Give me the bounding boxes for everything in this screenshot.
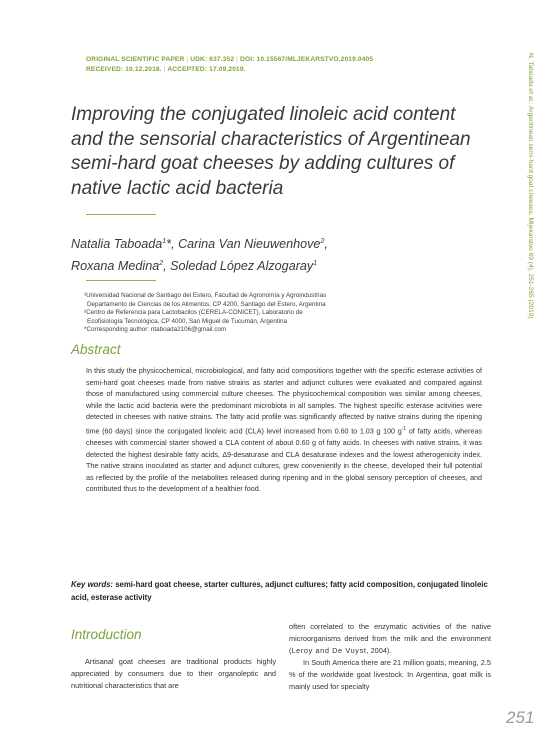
author-separator: , <box>163 259 171 274</box>
page-number: 251 <box>506 708 535 727</box>
authors-divider <box>86 280 156 281</box>
abstract-text <box>86 366 482 496</box>
doi-link[interactable]: DOI: 10.15567/MLJEKARSTVO.2019.0405 <box>240 56 374 63</box>
affiliation-line: ¹Universidad Nacional de Santiago del Estero, Facultad de Agronomía y Agroindustrias <box>84 292 327 299</box>
separator: | <box>163 66 166 73</box>
affiliation-line: Ecofisiología Tecnológica, CP 4000, San Miguel de Tucumán, Argentina <box>87 317 287 325</box>
citation-reference[interactable]: Leroy and De Vuyst <box>291 646 367 656</box>
body-column-right <box>289 621 491 694</box>
introduction-heading: Introduction <box>71 627 142 642</box>
author-line-2 <box>71 254 491 276</box>
author-affiliation-mark: 2 <box>320 238 325 245</box>
affiliations <box>84 292 394 335</box>
keywords-text: semi-hard goat cheese, starter cultures, adjunct cultures; fatty acid composition, conjugated linoleic acid, esterase activity <box>71 580 488 602</box>
body-paragraph: Artisanal goat cheeses are traditional products highly appreciated by consumers due to their organoleptic and nutritional characteristics that are <box>71 657 276 691</box>
udk-code: UDK: 637.352 <box>190 56 235 63</box>
separator: | <box>236 56 239 63</box>
author-name: Soledad López Alzogaray <box>170 259 314 274</box>
running-head: N. Taboada et al.: Argentinean semi-hard goat cheeses, Mljekarstvo 69 (4), 251-265 (2019) <box>527 53 534 319</box>
author-name: Natalia Taboada <box>71 237 163 252</box>
author-separator: , <box>324 237 328 252</box>
article-metadata <box>86 55 426 75</box>
paper-title: Improving the conjugated linoleic acid content and the sensorial characteristics of Argentinean semi-hard goat cheeses by adding cultures of native lactic acid bacteria <box>71 104 471 199</box>
author-line-1 <box>71 232 491 254</box>
body-text: , 2004). <box>366 646 392 656</box>
author-list <box>71 232 491 276</box>
title-divider <box>86 214 156 215</box>
unit-superscript: -1 <box>401 425 407 432</box>
corresponding-mark: * <box>166 237 172 252</box>
keywords-label: Key words: <box>71 580 114 589</box>
corresponding-author: *Corresponding author: ntaboada2106@gmail.com <box>84 326 227 334</box>
keywords <box>71 579 491 604</box>
metadata-line-1 <box>86 55 426 65</box>
abstract-text-part: of fatty acids, whereas cheeses with commercial starter showed a CLA content of about 0.60 g of fatty acids. In cheeses with native strains, it was detected the highest desirable fatty acids, Δ9-desaturase and CLA desaturase indexes and the lowest atherogenicity index. The native strains inoculated as starter and adjunct cultures, grew conveniently in the cheese, developed their full potential as reflected by the profile of the metabolites released during ripening and in the global sensory perception of cheeses, and contributed thus to the development of a healthier food. <box>86 427 482 494</box>
separator: | <box>186 56 189 63</box>
received-date: RECEIVED: 10.12.2018. <box>86 66 162 73</box>
paper-type: ORIGINAL SCIENTIFIC PAPER <box>86 56 185 63</box>
abstract-text-part: In this study the physicochemical, microbiological, and fatty acid compositions together with the specific esterase activities of semi-hard goat cheeses made from native strains as starter and adjunct cultures were evaluated and compared against those of manufactured using commercial culture cheeses. The physicochemical composition was similar among cheeses, while the lactic acid bacteria were the predominant microbiota in all samples. The highest specific esterase activities were detected in cheeses with native strains. The fatty acid profile was significantly affected by native strains during the ripening time (60 days) since the conjugated linoleic acid (CLA) level increased from 0.60 to 1.03 g 100 g <box>86 367 482 436</box>
author-name: Roxana Medina <box>71 259 160 274</box>
abstract-heading: Abstract <box>71 342 121 357</box>
affiliation-line: Departamento de Ciencias de los Alimentos, CP 4200, Santiago del Estero, Argentina <box>87 300 326 308</box>
author-name: Carina Van Nieuwenhove <box>178 237 321 252</box>
accepted-date: ACCEPTED: 17.09.2019. <box>167 66 246 73</box>
body-paragraph: In South America there are 21 million goats, meaning, 2.5 % of the worldwide goat livestock. In Argentina, goat milk is mainly used for specialty <box>289 658 491 692</box>
author-affiliation-mark: 1 <box>162 238 167 245</box>
body-paragraph <box>289 621 491 657</box>
author-separator: , <box>171 237 179 252</box>
metadata-line-2 <box>86 65 426 75</box>
body-column-left <box>71 656 276 692</box>
author-affiliation-mark: 1 <box>313 260 318 268</box>
author-affiliation-mark: 2 <box>159 260 164 268</box>
affiliation-line: ²Centro de Referencia para Lactobacilos (CERELA-CONICET), Laboratorio de <box>84 309 303 317</box>
body-text: often correlated to the enzymatic activities of the native microorganisms derived from the milk and the environment ( <box>289 622 491 656</box>
